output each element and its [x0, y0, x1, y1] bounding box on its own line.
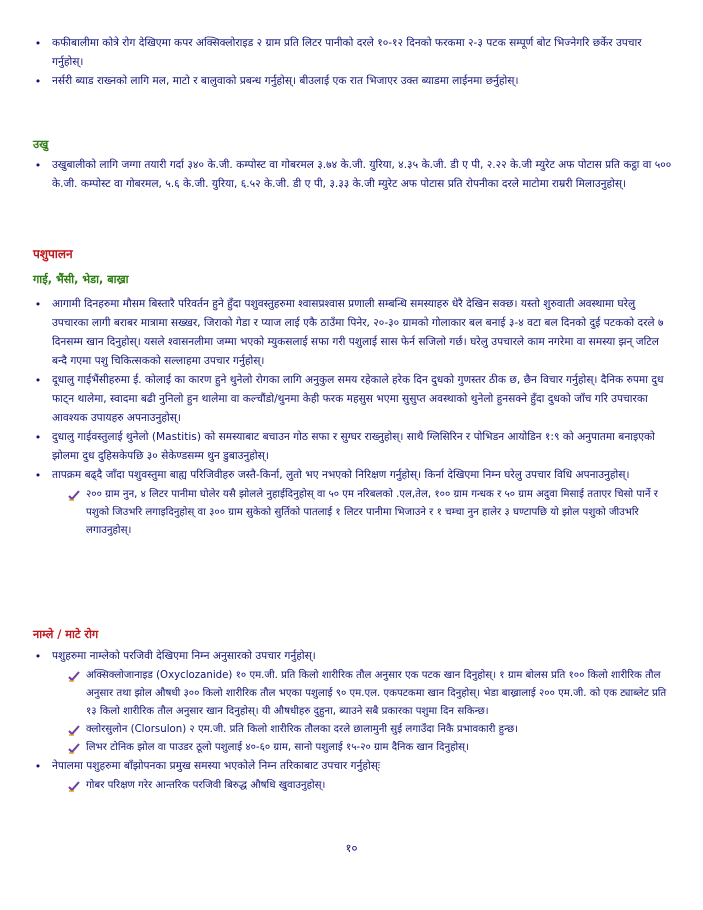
bullet-icon: • — [34, 469, 42, 482]
list-item: • तापक्रम बढ्दै जाँदा पशुवस्तुमा बाह्य परिजिवीहरु जस्तै-किर्ना, लुतो भए नभएको निरिक्षण गर्नुहोस्। किर्ना देखिएमा निम्न घरेलु उपचार विधि अपनाउनुहोस्। २०० ग्राम नुन, ४ लिटर पानीमा घोलेर यसै झोलले नुहाईदिनुहोस् वा ५० एम नरिबलको .एल,तेल, १०० ग्राम गन्धक र ५० ग्राम अदुवा मिसाई तताएर चिसो पार्ने र पशुको जिउभरि लगाइदिनुहोस् वा ३०० ग्राम सुकेको सुर्तिको पातलाई १ लिटर पानीमा भिजाउने र १ चम्चा नुन हालेर ३ घण्टापछि यो झोल पशुको जीउभरि लगाउनुहोस्। — [52, 466, 675, 540]
tick-arrow-icon — [68, 670, 80, 682]
liverfluke-section — [0, 647, 703, 795]
sub-list-item: लिभर टोनिक झोल वा पाउडर ठूलो पशुलाई ४०-६० ग्राम, सानो पशुलाई १५-२० ग्राम दैनिक खान दिनुहोस्। — [86, 739, 675, 757]
list-item: • उखुबालीको लागि जग्गा तयारी गर्दा ३४० के.जी. कम्पोस्ट वा गोबरमल ३.७४ के.जी. युरिया, ४.३५ के.जी. डी ए पी, २.२२ के.जी म्युरेट अफ पोटास प्रति कट्ठा वा ५०० के.जी. कम्पोस्ट वा गोबरमल, ५.६ के.जी. युरिया, ६.५२ के.जी. डी ए पी, ३.३३ के.जी म्युरेट अफ पोटास प्रति रोपनीका दरले माटोमा राम्ररी मिलाउनुहोस्। — [52, 156, 675, 194]
list-item: • नर्सरी ब्याड राख्नको लागि मल, माटो र बालुवाको प्रबन्ध गर्नुहोस्। बीउलाई एक रात भिजाएर उक्त ब्याडमा लाईनमा छर्नुहोस्। — [52, 72, 675, 91]
bullet-icon: • — [34, 298, 42, 311]
tick-arrow-icon — [68, 724, 80, 736]
page-number: १० — [345, 841, 358, 855]
list-item: • दूधालु गाईभैंसीहरुमा ई. कोलाई का कारण हुने थुनेलो रोगका लागि अनुकुल समय रहेकाले हरेक दिन दुधको गुणस्तर ठीक छ, छैन विचार गर्नुहोस्। दैनिक रुपमा दुध फाट्न थालेमा, स्वादमा बढी नुनिलो हुन थालेमा वा कल्चौंडो/थुनमा केही फरक महसुस भएमा सुसुप्त अवस्थाको थुनेलो हुनसक्ने हुँदा दुधको जाँच गरि उपचारका आवश्यक उपायहरु अपनाउनुहोस्। — [52, 371, 675, 428]
sub-list-item: गोबर परिक्षण गरेर आन्तरिक परजिवी बिरुद्ध औषधि खुवाउनुहोस्। — [86, 777, 675, 795]
sugarcane-heading: उखु — [33, 138, 49, 151]
list-item: • दुधालु गाईवस्तुलाई थुनेलो (Mastitis) को समस्याबाट बचाउन गोठ सफा र सुग्घर राख्नुहोस्। साथै ग्लिसिरिन र पोभिडन आयोडिन १:९ को अनुपातमा बनाइएको झोलमा दुध दुहिसकेपछि ३० सेकेण्डसम्म थुन डुबाउनुहोस्। — [52, 428, 675, 466]
bullet-icon: • — [34, 75, 42, 88]
liverfluke-heading: नाम्ले / माटे रोग — [33, 628, 99, 641]
bullet-icon: • — [34, 431, 42, 444]
bullet-icon: • — [34, 159, 42, 172]
tick-arrow-icon — [68, 489, 80, 501]
livestock-section — [0, 295, 703, 540]
sub-list-item: क्लोरसुलोन (Clorsulon) २ एम.जी. प्रति किलो शारीरिक तौलका दरले छालामुनी सुई लगाउँदा निकै प्रभावकारी हुन्छ। — [86, 721, 675, 739]
bullet-icon: • — [34, 374, 42, 387]
tick-arrow-icon — [68, 742, 80, 754]
sub-list-item: २०० ग्राम नुन, ४ लिटर पानीमा घोलेर यसै झोलले नुहाईदिनुहोस् वा ५० एम नरिबलको .एल,तेल, १०० ग्राम गन्धक र ५० ग्राम अदुवा मिसाई तताएर चिसो पार्ने र पशुको जिउभरि लगाइदिनुहोस् वा ३०० ग्राम सुकेको सुर्तिको पातलाई १ लिटर पानीमा भिजाउने र १ चम्चा नुन हालेर ३ घण्टापछि यो झोल पशुको जीउभरि लगाउनुहोस्। — [86, 486, 675, 540]
bullet-icon: • — [34, 37, 42, 50]
sugarcane-section — [0, 156, 703, 194]
bullet-icon: • — [34, 760, 42, 773]
list-item: • नेपालमा पशुहरुमा बाँझोपनका प्रमुख समस्या भएकोले निम्न तरिकाबाट उपचार गर्नुहोस्ः गोबर परिक्षण गरेर आन्तरिक परजिवी बिरुद्ध औषधि खुवाउनुहोस्। — [52, 757, 675, 795]
livestock-subheading: गाई, भैंसी, भेडा, बाख्रा — [33, 273, 129, 286]
sub-list-item: अक्सिक्लोजानाइड (Oxyclozanide) १० एम.जी. प्रति किलो शारीरिक तौल अनुसार एक पटक खान दिनुहोस्। १ ग्राम बोलस प्रति १०० किलो शारीरिक तौल अनुसार तथा झोल औषधी ३०० किलो शारीरिक तौल भएका पशुलाई ९० एम.एल. एकपटकमा खान दिनुहोस्। भेडा बाख्रालाई २०० एम.जी. को एक ट्याब्लेट प्रति १३ किलो शारीरिक तौल अनुसार खान दिनुहोस्। यी औषधीहरु दुहुना, ब्याउने सबै प्रकारका पशुमा दिन सकिन्छ। — [86, 667, 675, 721]
bullet-icon: • — [34, 650, 42, 663]
list-item: • आगामी दिनहरुमा मौसम बिस्तारै परिवर्तन हुने हुँदा पशुवस्तुहरुमा श्वासप्रश्वास प्रणाली सम्बन्धि समस्याहरु धेरै देखिन सक्छ। यस्तो शुरुवाती अवस्थामा घरेलु उपचारका लागी बराबर मात्रामा सख्खर, जिराको गेडा र प्याज लाई एकै ठाउँमा पिनेर, २०-३० ग्रामको गोलाकार बल बनाई ३-४ वटा बल दिनको दुई पटकको दरले ७ दिनसम्म खान दिनुहोस्। यसले श्वासनलीमा जम्मा भएको म्युकसलाई सफा गरी पशुलाई सास फेर्न सजिलो गर्छ। घरेलु उपचारले काम नगरेमा वा समस्या झन् जटिल बन्दै गएमा पशु चिकित्सकको सल्लाहमा उपचार गर्नुहोस्। — [52, 295, 675, 371]
intro-section — [0, 34, 703, 91]
list-item: • पशुहरुमा नाम्लेको परजिवी देखिएमा निम्न अनुसारको उपचार गर्नुहोस्। अक्सिक्लोजानाइड (Oxyclozanide) १० एम.जी. प्रति किलो शारीरिक तौल अनुसार एक पटक खान दिनुहोस्। १ ग्राम बोलस प्रति १०० किलो शारीरिक तौल अनुसार तथा झोल औषधी ३०० किलो शारीरिक तौल भएका पशुलाई ९० एम.एल. एकपटकमा खान दिनुहोस्। भेडा बाख्रालाई २०० एम.जी. को एक ट्याब्लेट प्रति १३ किलो शारीरिक तौल अनुसार खान दिनुहोस्। यी औषधीहरु दुहुना, ब्याउने सबै प्रकारका पशुमा दिन सकिन्छ। क्लोरसुलोन (Clorsulon) २ एम.जी. प्रति किलो शारीरिक तौलका दरले छालामुनी सुई लगाउँदा निकै प्रभावकारी हुन्छ। लिभर टोनिक झोल वा पाउडर ठूलो पशुलाई ४०-६० ग्राम, सानो पशुलाई १५-२० ग्राम दैनिक खान दिनुहोस्। — [52, 647, 675, 757]
livestock-heading: पशुपालन — [33, 247, 73, 261]
list-item: • कफीबालीमा कोत्रे रोग देखिएमा कपर अक्सिक्लोराइड २ ग्राम प्रति लिटर पानीको दरले १०-१२ दिनको फरकमा २-३ पटक सम्पूर्ण बोट भिज्नेगरि छर्केर उपचार गर्नुहोस्। — [52, 34, 675, 72]
tick-arrow-icon — [68, 780, 80, 792]
